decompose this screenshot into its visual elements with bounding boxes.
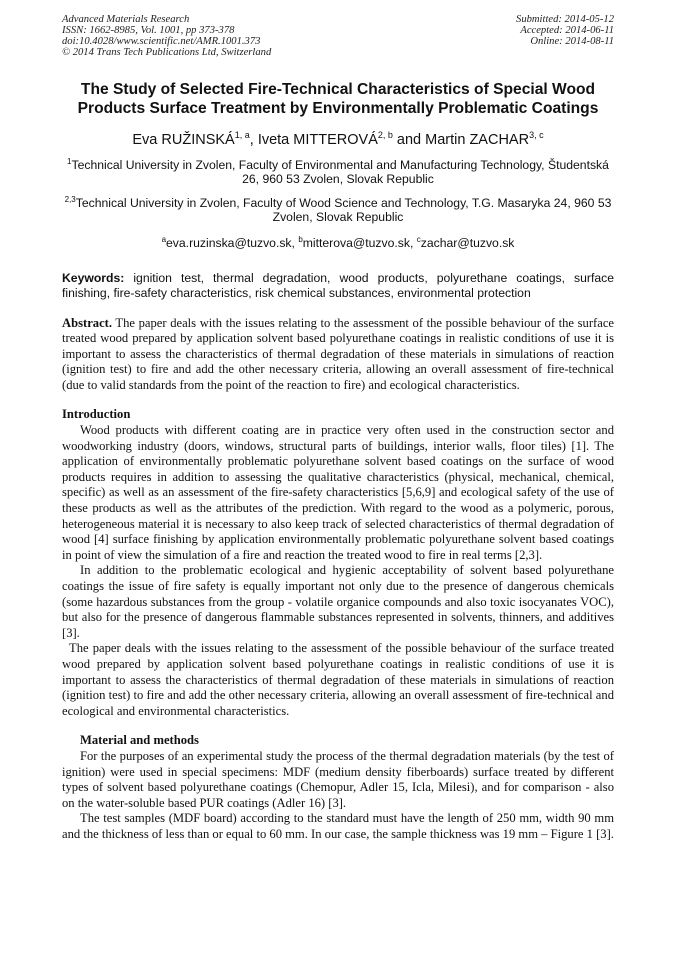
keywords-label: Keywords:: [62, 270, 125, 285]
introduction-section: [62, 423, 614, 719]
author-name: Iveta MITTEROVÁ: [257, 131, 378, 148]
accepted-date: Accepted: 2014-06-11: [520, 25, 614, 36]
journal-name: Advanced Materials Research: [62, 14, 190, 25]
author-superscript: 1, a: [234, 130, 250, 140]
email-superscript: a: [161, 234, 167, 244]
abstract-block: [62, 316, 614, 394]
email-superscript: c: [416, 234, 421, 244]
submitted-date: Submitted: 2014-05-12: [516, 14, 614, 25]
affiliation: [62, 193, 614, 225]
copyright-line: © 2014 Trans Tech Publications Ltd, Switzerland: [62, 47, 272, 58]
author-superscript: 3, c: [529, 130, 544, 140]
affiliation-superscript: 1: [67, 156, 72, 166]
journal-header-left: [62, 14, 271, 58]
abstract-text: The paper deals with the issues relating to the assessment of the possible behaviour of the surface treated wood prepared by application solvent based polyurethane coatings in realistic conditions of use it is important to assess the characteristics of thermal degradation of these materials in simulations of reaction (ignition test) to fire and add the other necessary criteria, allowing an overall assessment of fire-technical (due to valid standards from the point of the reaction to fire) and ecological characteristics.: [62, 315, 614, 392]
abstract-label: Abstract.: [62, 315, 113, 330]
email-address[interactable]: eva.ruzinska@tuzvo.sk: [166, 236, 292, 251]
issn-line: ISSN: 1662-8985, Vol. 1001, pp 373-378: [62, 25, 235, 36]
author-list: [62, 126, 614, 149]
keywords-text: ignition test, thermal degradation, wood products, polyurethane coatings, surface finishing, fire-safety characteristics, risk chemical substances, environmental protection: [62, 270, 614, 300]
materials-section: [62, 749, 614, 843]
author-name: Eva RUŽINSKÁ: [132, 131, 235, 148]
email-address[interactable]: zachar@tuzvo.sk: [420, 236, 515, 251]
paragraph: The paper deals with the issues relating to the assessment of the possible behaviour of the surface treated wood prepared by application solvent based polyurethane coatings in realistic conditions of use it is important to assess the characteristics of thermal degradation of these materials in simulations of reaction (ignition test) to fire and add the other necessary criteria, allowing an overall assessment of fire-technical and ecological and environmental characteristics.: [62, 641, 614, 718]
author-separator: and: [392, 131, 426, 148]
email-superscript: b: [298, 234, 303, 244]
paragraph: In addition to the problematic ecological and hygienic acceptability of solvent based polyurethane coatings the issue of fire safety is equally important not only due to the presence of dangerous chemicals (some hazardous substances from the group - volatile organice compounds and also toxic isocyanates VOC), but also for the presence of dangerous flammable substances represented in solvents, thinners, and additives [3].: [62, 563, 614, 640]
doi-line: doi:10.4028/www.scientific.net/AMR.1001.373: [62, 36, 261, 47]
online-date: Online: 2014-08-11: [530, 36, 614, 47]
email-list: $^a$eva.ruzinska@tuzvo.sk, $^b$mitterova@tuzvo.sk, $^c$zachar@tuzvo.sk: [161, 234, 515, 251]
section-heading-materials: Material and methods: [80, 733, 199, 748]
author-separator: ,: [249, 131, 258, 148]
paragraph: Wood products with different coating are in practice very often used in the construction sector and woodworking industry (doors, windows, structural parts of buildings, interior walls, floor tiles) [1]. The application of environmentally problematic polyurethane solvent based coatings on the surface of wood products requires in addition to assessing the qualitative characteristics (physical, mechanical, chemical, specific) as well as an assessment of the fire-safety characteristics [5,6,9] and ecological safety of the use of these products as well as the attributes of the prediction. With regard to the wood as a polymeric, porous, heterogeneous material it is necessary to also keep track of selected characteristics of thermal degradation of wood [4] surface finishing by application environmentally problematic polyurethane solvent based coatings in point of view the simulation of a fire and reaction the treated wood to fire in real terms [2,3].: [62, 423, 614, 562]
paper-title: The Study of Selected Fire-Technical Characteristics of Special Wood Products Surface Treatment by Environmentally Problematic Coatings: [77, 81, 599, 117]
keywords-block: [62, 271, 614, 301]
affiliation-text: Technical University in Zvolen, Faculty of Wood Science and Technology, T.G. Masaryka 24, 960 53 Zvolen, Slovak Republic: [75, 195, 612, 225]
author-name: Martin ZACHAR: [425, 131, 530, 148]
affiliation-superscript: 2,3: [64, 194, 76, 204]
affiliation: [62, 155, 614, 187]
author-superscript: 2, b: [377, 130, 393, 140]
paragraph: For the purposes of an experimental study the process of the thermal degradation materials (by the test of ignition) were used in special specimens: MDF (medium density fiberboards) surface treated by different types of solvent based polyurethane coatings (Chemopur, Adler 15, Icla, Milesi), and for comparison - also on the water-soluble based PUR coatings (Adler 16) [3].: [62, 748, 614, 810]
affiliation-text: Technical University in Zvolen, Faculty of Environmental and Manufacturing Technology, Študentská 26, 960 53 Zvolen, Slovak Republic: [71, 157, 609, 187]
paragraph: The test samples (MDF board) according to the standard must have the length of 250 mm, width 90 mm and the thickness of less than or equal to 60 mm. In our case, the sample thickness was 19 mm – Figure 1 [3].: [62, 811, 614, 841]
email-address[interactable]: mitterova@tuzvo.sk: [302, 236, 410, 251]
paper-body: [62, 80, 614, 843]
section-heading-introduction: Introduction: [62, 407, 131, 422]
journal-header-right: [516, 14, 614, 47]
